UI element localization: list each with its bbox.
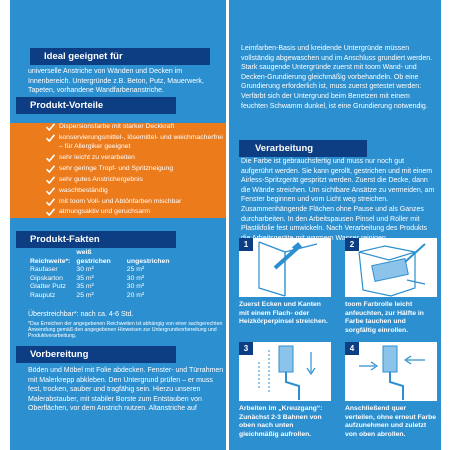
vorteil-item: konservierungsmittel-, lösemittel- und weichmacherfrei – für Allergiker geeignet (59, 134, 224, 151)
table-row: Gipskarton 35 m² 30 m² (30, 274, 145, 282)
step-caption: Arbeiten im „Kreuzgang“: Zunächst 2-3 Bahnen von oben nach unten gleichmäßig aufrollen. (239, 405, 323, 438)
step-caption: Anschließend quer verteilen, ohne erneut Farbe aufzunehmen und zuletzt von oben abrollen. (345, 405, 437, 438)
footnote-text: *Das Erreichen der angegebenen Reichweiten ist abhängig von einer sachgerechten Anwendung gemäß den angegebenen Hinweisen zur Untergrundvorbereitung und Produktverarbeitung. (28, 320, 223, 339)
fakten-table (30, 249, 175, 301)
step-4-illustration (345, 342, 437, 401)
step-number: 4 (345, 342, 359, 355)
step-2-illustration (345, 238, 437, 297)
checkmark-icon (46, 154, 55, 162)
step-number: 1 (239, 238, 253, 251)
step-number: 3 (239, 342, 253, 355)
table-row: Glatter Putz 35 m² 30 m² (30, 283, 145, 291)
step-1 (239, 238, 331, 327)
checkmark-icon (46, 165, 55, 173)
fakten-heading: Produkt-Fakten (16, 231, 176, 248)
table-row: Raufaser 30 m² 25 m² (30, 266, 145, 274)
checkmark-icon (46, 123, 55, 131)
verarbeitung-heading: Verarbeitung (239, 140, 367, 157)
table-row: Rauputz 25 m² 20 m² (30, 291, 145, 299)
step-caption: toom Farbrolle leicht anfeuchten, zur Hälfte in Farbe tauchen und sorgfältig einrollen. (345, 301, 424, 334)
checkmark-icon (46, 198, 55, 206)
checkmark-icon (46, 208, 55, 216)
vorteil-item: waschbeständig (59, 187, 224, 196)
checkmark-icon (46, 187, 55, 195)
vorteil-item: sehr leicht zu verarbeiten (59, 154, 224, 163)
grundierung-text: Leimfarben-Basis und kreidende Untergründe müssen vollständig abgewaschen und im Anschluss grundiert werden. Stark saugende Untergründe zuerst mit toom Wand- und Decken-Grundierung gleichmäßig vorbehandeln. Ob eine Grundierung erforderlich ist, muss zuerst getestet werden: Verfärbt sich der Untergrund beim Benetzen mit einem feuchten Schwamm dunkel, ist eine Grundierung notwendig. (241, 45, 433, 110)
right-column (229, 0, 441, 450)
checkmark-icon (46, 176, 55, 184)
step-3-illustration (239, 342, 331, 401)
fakten-notes (28, 310, 224, 339)
vorteil-item: Dispersionsfarbe mit starker Deckkraft (59, 123, 224, 132)
overcoat-text: Überstreichbar*: nach ca. 4-6 Std. (28, 311, 134, 318)
vorteil-item: mit toom Voll- und Abtönfarben mischbar (59, 198, 224, 207)
vorteil-item: atmungsaktiv und geruchsarm (59, 208, 224, 217)
vorteil-item: sehr gutes Anstrichergebnis (59, 176, 224, 185)
vorbereitung-text: Böden und Möbel mit Folie abdecken. Fenster- und Türrahmen mit Malerkrepp abkleben. Den Untergrund prüfen – er muss fest, trocken, sauber und tragfähig sein. Hierzu unseren Malerabstauber, mit stabiler Borste zum Entstauben von Oberflächen, vor dem Anstrich nutzen. Altanstriche auf (28, 367, 224, 413)
col-weiss: weiß gestrichen (76, 249, 111, 265)
step-3 (239, 342, 331, 439)
checkmark-icon (46, 134, 55, 142)
vorteile-heading: Produkt-Vorteile (16, 97, 176, 114)
ideal-text: universelle Anstriche von Wänden und Decken im Innenbereich. Untergründe z.B. Beton, Putz, Mauerwerk, Tapeten, vorhandene Wandfarbenanstriche. (28, 68, 204, 95)
col-ungestrichen: ungestrichen (126, 257, 170, 265)
left-column (10, 0, 226, 450)
step-caption: Zuerst Ecken und Kanten mit einem Flach- oder Heizkörperpinsel streichen. (239, 301, 328, 326)
vorbereitung-heading: Vorbereitung (16, 346, 176, 363)
step-2 (345, 238, 437, 335)
step-1-illustration (239, 238, 331, 297)
vorteile-list (59, 123, 224, 219)
col-reichweite: Reichweite*: (30, 257, 71, 265)
vorteil-item: sehr geringe Tropf- und Spritzneigung (59, 165, 224, 174)
verarbeitung-text: Die Farbe ist gebrauchsfertig und muss nur noch gut aufgerührt werden. Sie kann gerollt, gestrichen und mit einem Airless-Spritzgerät gespritzt werden. Zuerst die Decke, dann die Wände streichen. Um sichtbare Ansätze zu vermeiden, am Fenster beginnen und vom Licht weg streichen. Zusammenhängende Flächen ohne Pause und als Ganzes durcharbeiten. In den Arbeitspausen Pinsel und Roller mit Plastikfolie fest umwickeln. Nach Verarbeitung des Produkts (241, 158, 435, 233)
step-number: 2 (345, 238, 359, 251)
ideal-heading: Ideal geeignet für (30, 48, 210, 65)
fakten-header-row (30, 249, 175, 266)
step-4 (345, 342, 437, 439)
